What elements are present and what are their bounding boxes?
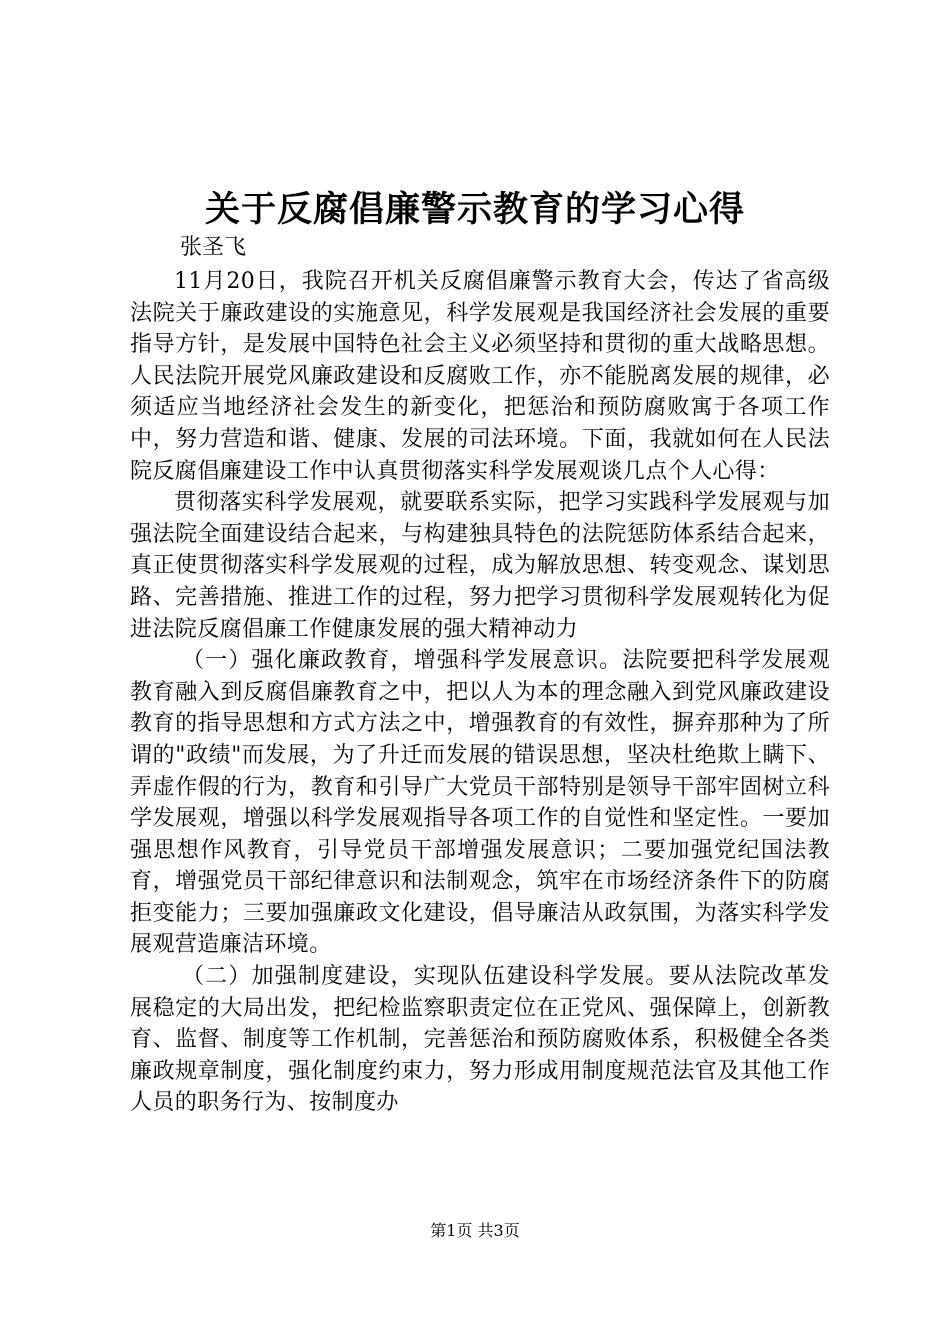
paragraph-implementation: 贯彻落实科学发展观，就要联系实际，把学习实践科学发展观与加强法院全面建设结合起来，与构建独具特色的法院惩防体系结合起来，真正使贯彻落实科学发展观的过程，成为解放思想、转变观念、谋划思路、完善措施、推进工作的过程，努力把学习贯彻科学发展观转化为促进法院反腐倡廉工作健康发展的强大精神动力 [130, 490, 830, 642]
document-title: 关于反腐倡廉警示教育的学习心得 [204, 189, 745, 230]
document-body [130, 266, 830, 1119]
author-name: 张圣飞 [180, 235, 247, 260]
paragraph-section-two: （二）加强制度建设，实现队伍建设科学发展。要从法院改革发展稳定的大局出发，把纪检监察职责定位在正党风、强保障上，创新教育、监督、制度等工作机制，完善惩治和预防腐败体系，积极健全各类廉政规章制度，强化制度约束力，努力形成用制度规范法官及其他工作人员的职务行为、按制度办 [130, 964, 830, 1116]
paragraph-section-one: （一）强化廉政教育，增强科学发展意识。法院要把科学发展观教育融入到反腐倡廉教育之中，把以人为本的理念融入到党风廉政建设教育的指导思想和方式方法之中，增强教育的有效性，摒弃那种为了所谓的"政绩"而发展，为了升迁而发展的错误思想，坚决杜绝欺上瞒下、弄虚作假的行为，教育和引导广大党员干部特别是领导干部牢固树立科学发展观，增强以科学发展观指导各项工作的自觉性和坚定性。一要加强思想作风教育，引导党员干部增强发展意识；二要加强党纪国法教育，增强党员干部纪律意识和法制观念，筑牢在市场经济条件下的防腐拒变能力；三要加强廉政文化建设，倡导廉洁从政氛围，为落实科学发展观营造廉洁环境。 [130, 648, 830, 958]
page-footer: 第1页 共3页 [430, 1221, 520, 1240]
paragraph-intro: 11月20日，我院召开机关反腐倡廉警示教育大会，传达了省高级法院关于廉政建设的实施意见，科学发展观是我国经济社会发展的重要指导方针，是发展中国特色社会主义必须坚持和贯彻的重大战略思想。人民法院开展党风廉政建设和反腐败工作，亦不能脱离发展的规律，必须适应当地经济社会发生的新变化，把惩治和预防腐败寓于各项工作中，努力营造和谐、健康、发展的司法环境。下面，我就如何在人民法院反腐倡廉建设工作中认真贯彻落实科学发展观谈几点个人心得： [130, 269, 830, 484]
